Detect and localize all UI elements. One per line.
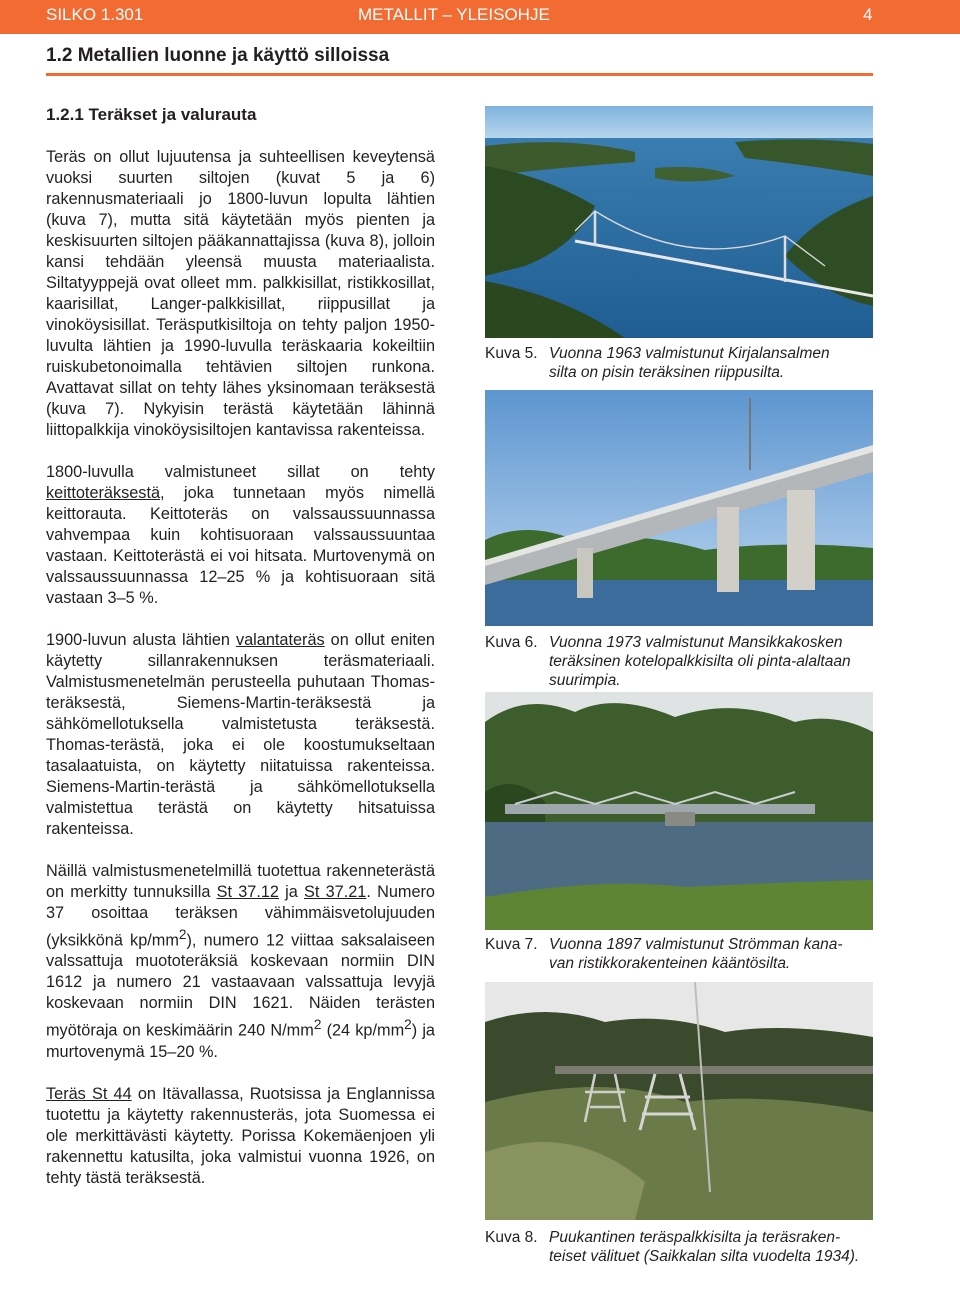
suspension-bridge-image <box>485 106 873 338</box>
paragraph-5 <box>46 1084 435 1189</box>
text-span: . Numero 37 osoittaa teräksen vähimmäisvetolujuuden (yksikkönä kp/mm <box>46 883 435 950</box>
caption-line: teiset välituet (Saikkalan silta vuodelta 1934). <box>549 1248 860 1265</box>
caption-line: van ristikkorakenteinen kääntösilta. <box>549 955 791 972</box>
page-number: 4 <box>863 5 873 24</box>
caption-line: Vuonna 1963 valmistunut Kirjalansalmen <box>549 345 830 362</box>
truss-swing-bridge-image <box>485 692 873 930</box>
paragraph-4 <box>46 861 435 1063</box>
text-span: 1900-luvun alusta lähtien <box>46 631 236 649</box>
figure-number: Kuva 7. <box>485 936 538 953</box>
text-span: ), numero 12 viittaa saksalaiseen valssattuja muototeräksiä koskevaan normiin DIN 1612 ja numero 21 vastaavaan valssattuja levyjä koskevaan normiin DIN 1621. Näiden terästen myötöraja on keskimäärin 240 N/mm <box>46 931 435 1040</box>
text-span: ja <box>278 883 305 901</box>
section-divider <box>46 73 873 76</box>
figure-8-photo <box>485 982 873 1225</box>
figure-7-photo <box>485 692 873 935</box>
figure-number: Kuva 8. <box>485 1229 538 1246</box>
term-st-44: Teräs St 44 <box>46 1084 132 1103</box>
term-st-37-21: St 37.21 <box>304 883 367 901</box>
document-code: SILKO 1.301 <box>46 5 144 24</box>
box-girder-bridge-image <box>485 390 873 626</box>
paragraph-2 <box>46 462 435 609</box>
caption-line: Vuonna 1897 valmistunut Strömman kana- <box>549 936 843 953</box>
caption-line: Vuonna 1973 valmistunut Mansikkakosken <box>549 634 843 651</box>
term-st-37-12: St 37.12 <box>216 883 279 901</box>
figure-5-photo <box>485 106 873 343</box>
text-span: , joka tunnetaan myös nimellä keittorauta. Keittoteräs on valssaussuunnassa vahvempaa kuin kohtisuoraan valssaussuuntaa vastaan. Keittoterästä ei voi hitsata. Murtovenymä on valssaussuunnassa 12–25 % ja kohtisuoraan sitä vastaan 3–5 %. <box>46 484 435 607</box>
figure-8-caption <box>485 1228 895 1266</box>
header-bar <box>0 0 960 34</box>
text-span: (24 kp/mm <box>321 1021 405 1040</box>
figure-number: Kuva 5. <box>485 345 538 362</box>
figure-5-caption <box>485 344 895 382</box>
superscript: 2 <box>404 1017 412 1033</box>
term-keittoteras: keittoteräksestä <box>46 484 161 502</box>
figure-6-caption <box>485 633 895 690</box>
figure-number: Kuva 6. <box>485 634 538 651</box>
caption-line: Puukantinen teräspalkkisilta ja teräsraken- <box>549 1229 841 1246</box>
subsection-title: 1.2.1 Teräkset ja valurauta <box>46 105 257 124</box>
figure-7-caption <box>485 935 895 973</box>
figure-6-photo <box>485 390 873 631</box>
steel-beam-bridge-image <box>485 982 873 1220</box>
text-span: ) ja murtovenymä 15–20 %. <box>46 1021 435 1061</box>
section-title: 1.2 Metallien luonne ja käyttö silloissa <box>46 45 390 66</box>
caption-line: suurimpia. <box>549 672 621 689</box>
paragraph-1: Teräs on ollut lujuutensa ja suhteellisen keveytensä vuoksi suurten siltojen (kuvat 5 ja 6) rakennusmateriaali jo 1800-luvun lopulta lähtien (kuva 7), mutta sitä käytetään myös pienten ja keskisuurten siltojen pääkannattajissa (kuva 8), jolloin kansi tehdään yleensä muusta materiaalista. Siltatyyppejä ovat olleet mm. palkkisillat, ristikkosillat, kaarisillat, Langer-palkkisillat, riippusillat ja vinoköysisillat. Teräsputkisiltoja on tehty paljon 1950-luvulta lähtien ja 1990-luvulla teräskaaria kokeiltiin ruiskubetonoimalla tehtävien siltojen runkona. Avattavat sillat on tehty lähes yksinomaan teräksestä (kuva 7). Nykyisin terästä käytetään lähinnä liittopalkkija vinoköysisiltojen kantavissa rakenteissa. <box>46 148 435 439</box>
text-span: on ollut eniten käytetty sillanrakennuksen teräsmateriaali. Valmistusmenetelmän perusteella puhutaan Thomas-teräksestä, Siemens-Martin-teräksestä ja sähkömellotuksella valmistetusta teräksestä. Thomas-terästä, joka ei ole koostumukseltaan tasalaatuista, on käytetty niitatuissa rakenteissa. Siemens-Martin-terästä ja sähkömellotuksella valmistettua terästä on käytetty hitsatuissa rakenteissa. <box>46 631 435 838</box>
text-span: Näillä valmistusmenetelmillä tuotettua rakenneterästä on merkitty tunnuksilla <box>46 862 435 901</box>
superscript: 2 <box>313 1017 322 1033</box>
term-valantateras: valantateräs <box>235 631 325 649</box>
document-title: METALLIT – YLEISOHJE <box>358 5 550 24</box>
paragraph-3 <box>46 630 435 840</box>
caption-line: teräksinen kotelopalkkisilta oli pinta-alaltaan <box>549 653 851 670</box>
body-text-column <box>46 147 435 1210</box>
text-span: on Itävallassa, Ruotsissa ja Englannissa tuotettu ja käytetty rakennusteräs, jota Suomessa ei ole merkittävästi käytetty. Porissa Kokemäenjoen yli rakennettu katusilta, joka valmistui vuonna 1926, on tehty tästä teräksestä. <box>46 1084 435 1187</box>
superscript: 2 <box>178 927 187 942</box>
text-span: 1800-luvulla valmistuneet sillat on tehty <box>46 463 435 481</box>
caption-line: silta on pisin teräksinen riippusilta. <box>549 364 785 381</box>
